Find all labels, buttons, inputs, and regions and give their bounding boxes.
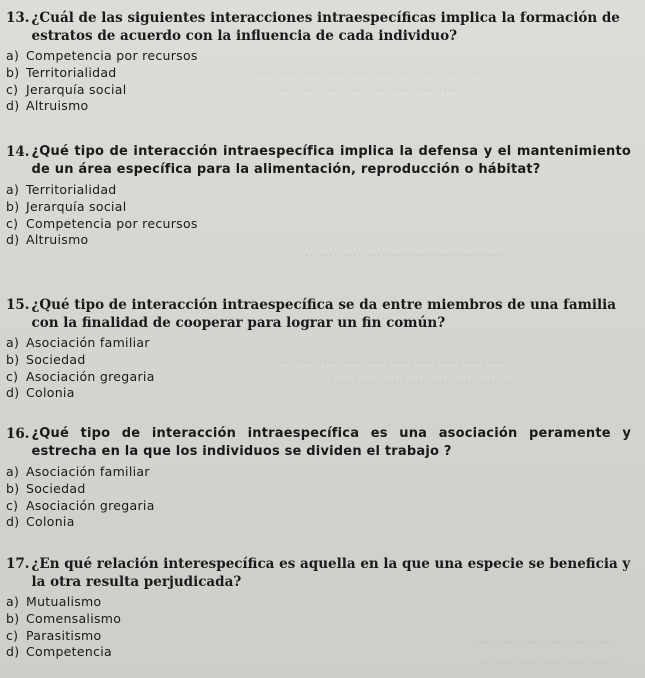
- question-14: [6, 143, 631, 249]
- option-b[interactable]: [6, 199, 631, 216]
- option-letter: c): [6, 627, 19, 643]
- option-c[interactable]: [6, 498, 631, 515]
- question-header: [6, 143, 631, 179]
- option-label: Mutualismo: [26, 594, 102, 609]
- question-13: [6, 9, 631, 115]
- option-letter: a): [6, 48, 20, 63]
- question-text: ¿En qué relación interespecífica es aquella en la que una especie se beneficia y la otra resulta perjudicada?: [31, 556, 631, 590]
- question-number: 15.: [6, 297, 30, 313]
- option-a[interactable]: [6, 48, 631, 65]
- option-letter: d): [6, 98, 20, 114]
- option-label: Asociación gregaria: [26, 368, 155, 384]
- option-label: Competencia por recursos: [26, 48, 198, 63]
- bleed-through-shadow: .................................................: [250, 62, 486, 76]
- option-label: Colonia: [26, 514, 75, 530]
- option-b[interactable]: [6, 481, 631, 498]
- question-16: [6, 425, 631, 531]
- option-b[interactable]: [6, 352, 631, 369]
- question-number: 14.: [6, 144, 30, 160]
- option-c[interactable]: [6, 369, 631, 386]
- options-list: [6, 464, 631, 531]
- option-letter: b): [6, 480, 20, 496]
- options-list: [6, 594, 631, 661]
- options-list: [6, 182, 631, 249]
- option-label: Altruismo: [26, 98, 89, 114]
- option-d[interactable]: [6, 644, 631, 661]
- question-text: ¿Qué tipo de interacción intraespecífica es una asociación peramente y estrecha en la que los individuos se dividen el trabajo ?: [31, 426, 631, 459]
- option-a[interactable]: [6, 182, 631, 199]
- option-letter: d): [6, 385, 20, 401]
- option-label: Asociación familiar: [26, 335, 150, 350]
- bleed-through-shadow: .............................: [480, 652, 620, 666]
- option-label: Competencia por recursos: [26, 215, 198, 231]
- option-letter: a): [6, 464, 20, 479]
- option-letter: c): [6, 215, 19, 231]
- option-label: Territorialidad: [26, 64, 117, 80]
- option-label: Altruismo: [26, 232, 89, 248]
- option-letter: b): [6, 610, 20, 626]
- option-letter: b): [6, 351, 20, 367]
- bleed-through-shadow: .......................................: [330, 372, 518, 386]
- option-label: Jerarquía social: [26, 198, 127, 214]
- option-label: Asociación familiar: [26, 464, 150, 479]
- option-label: Jerarquía social: [26, 81, 127, 97]
- question-header: [6, 296, 631, 332]
- bleed-through-shadow: ...........................................: [300, 245, 508, 259]
- option-label: Asociación gregaria: [26, 497, 155, 513]
- question-header: [6, 9, 631, 45]
- question-header: [6, 555, 631, 591]
- question-number: 16.: [6, 426, 30, 442]
- option-c[interactable]: [6, 82, 631, 99]
- option-letter: a): [6, 182, 20, 197]
- option-a[interactable]: [6, 335, 631, 352]
- option-d[interactable]: [6, 514, 631, 531]
- option-label: Sociedad: [26, 351, 86, 367]
- option-b[interactable]: [6, 65, 631, 82]
- option-c[interactable]: [6, 216, 631, 233]
- question-17: [6, 555, 631, 661]
- option-letter: b): [6, 198, 20, 214]
- option-label: Sociedad: [26, 480, 86, 496]
- options-list: [6, 335, 631, 402]
- option-letter: a): [6, 335, 20, 350]
- option-c[interactable]: [6, 628, 631, 645]
- bleed-through-shadow: .........................................: [270, 80, 468, 94]
- option-a[interactable]: [6, 464, 631, 481]
- option-label: Colonia: [26, 385, 75, 401]
- option-letter: a): [6, 594, 20, 609]
- question-number: 13.: [6, 10, 30, 26]
- option-letter: d): [6, 232, 20, 248]
- option-letter: b): [6, 64, 20, 80]
- option-b[interactable]: [6, 611, 631, 628]
- question-header: [6, 425, 631, 461]
- options-list: [6, 48, 631, 115]
- option-label: Parasitismo: [26, 627, 102, 643]
- option-d[interactable]: [6, 232, 631, 249]
- option-label: Territorialidad: [26, 182, 117, 197]
- question-text: ¿Qué tipo de interacción intraespecífica implica la defensa y el mantenimiento de un área específica para la alimentación, reproducción o hábitat?: [31, 144, 631, 177]
- bleed-through-shadow: ...............................: [470, 632, 620, 646]
- option-letter: c): [6, 497, 19, 513]
- option-letter: c): [6, 81, 19, 97]
- question-number: 17.: [6, 556, 30, 572]
- question-15: [6, 296, 631, 402]
- option-d[interactable]: [6, 98, 631, 115]
- option-letter: c): [6, 368, 19, 384]
- question-text: ¿Cuál de las siguientes interacciones intraespecíficas implica la formación de estratos de acuerdo con la influencia de cada individuo?: [31, 10, 620, 44]
- option-letter: d): [6, 514, 20, 530]
- bleed-through-shadow: ...............................................: [280, 352, 507, 366]
- question-text: ¿Qué tipo de interacción intraespecífica se da entre miembros de una familia con la finalidad de cooperar para lograr un fin común?: [31, 297, 617, 331]
- option-label: Competencia: [26, 644, 112, 660]
- option-letter: d): [6, 644, 20, 660]
- option-label: Comensalismo: [26, 610, 122, 626]
- option-a[interactable]: [6, 594, 631, 611]
- option-d[interactable]: [6, 385, 631, 402]
